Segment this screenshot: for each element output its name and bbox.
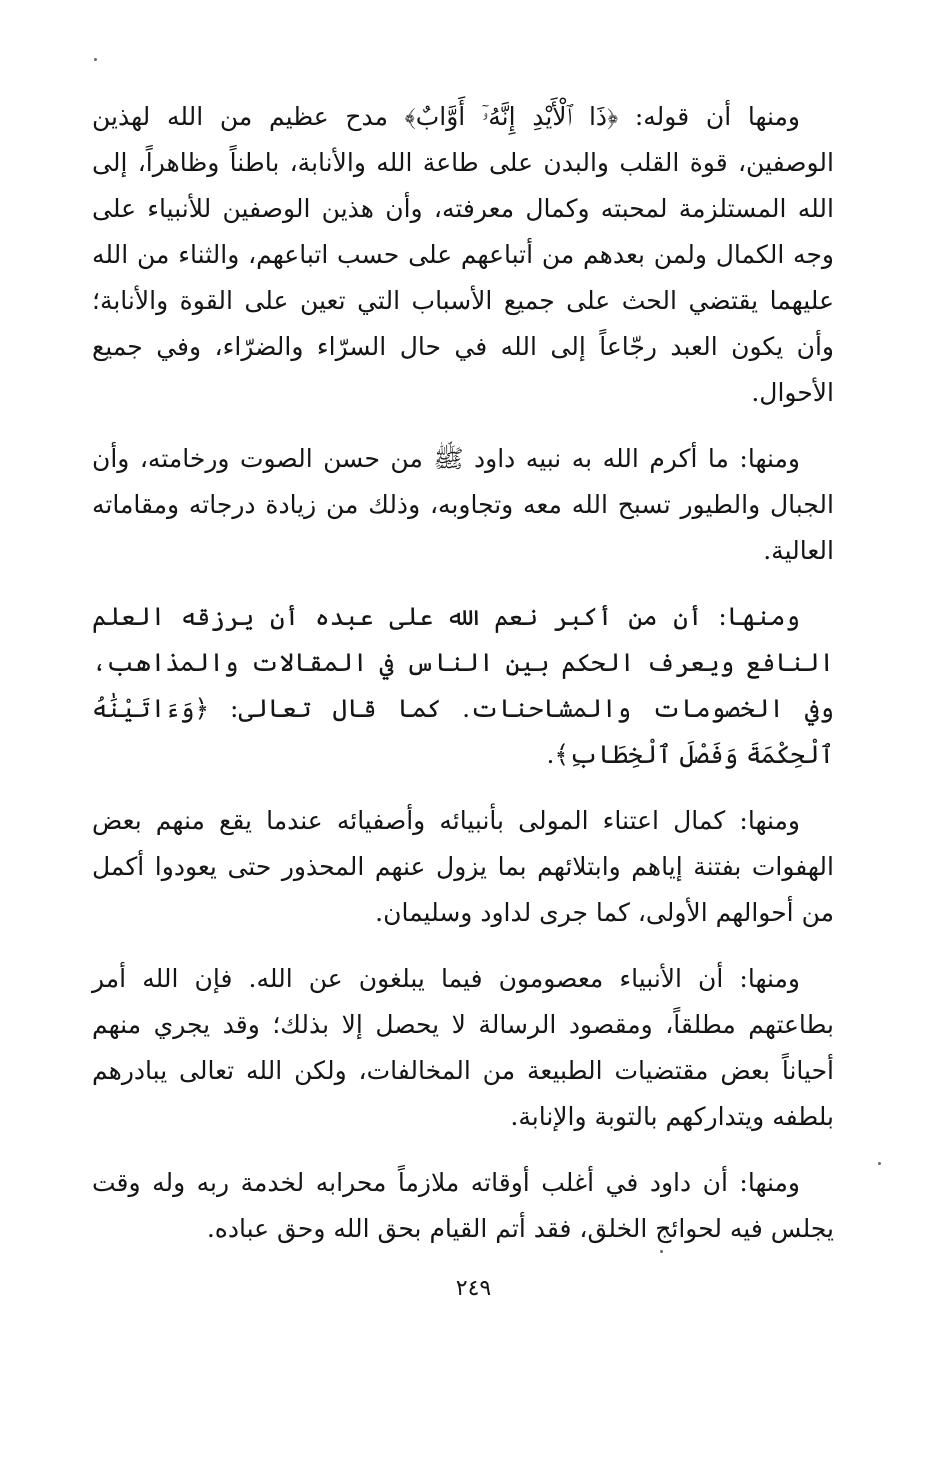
paragraph-2: ومنها: ما أكرم الله به نبيه داود ﷺ من حسن الصوت ورخامته، وأن الجبال والطيور تسبح الله معه وتجاوبه، وذلك من زيادة درجاته ومقاماته العالية. — [92, 444, 834, 565]
paragraph-5: ومنها: أن الأنبياء معصومون فيما يبلغون عن الله. فإن الله أمر بطاعتهم مطلقاً، ومقصود الرسالة لا يحصل إلا بذلك؛ وقد يجري منهم أحياناً بعض مقتضيات الطبيعة من المخالفات، ولكن الله تعالى يبادرهم بلطفه ويتداركهم بالتوبة والإنابة. — [92, 964, 834, 1131]
scan-speck — [94, 58, 97, 61]
paragraph-3: ومنها: أن من أكبر نعم الله على عبده أن يرزقه العلم النافع ويعرف الحكم بين الناس في المقالات والمذاهب، وفي الخصومات والمشاحنات. كما قال تعالى: ﴿وَءَاتَيْنَٰهُ ٱلْحِكْمَةَ وَفَصْلَ ٱلْخِطَابِ﴾. — [92, 602, 834, 769]
scan-speck — [660, 1250, 663, 1253]
paragraph-6: ومنها: أن داود في أغلب أوقاته ملازماً محرابه لخدمة ربه وله وقت يجلس فيه لحوائج الخلق، فقد أتم القيام بحق الله وحق عباده. — [92, 1168, 834, 1243]
paragraph-4: ومنها: كمال اعتناء المولى بأنبيائه وأصفيائه عندما يقع منهم بعض الهفوات بفتنة إياهم وابتلائهم بما يزول عنهم المحذور حتى يعودوا أكمل من أحوالهم الأولى، كما جرى لداود وسليمان. — [92, 806, 834, 927]
scan-speck — [878, 1162, 881, 1165]
body-text — [92, 94, 834, 1252]
page-number: ٢٤٩ — [455, 1276, 492, 1301]
paragraph-1: ومنها أن قوله: ﴿ذَا ٱلْأَيْدِ إِنَّهُۥٓ أَوَّابٌ﴾ مدح عظيم من الله لهذين الوصفين، قوة القلب والبدن على طاعة الله والأنابة، باطناً وظاهراً، إلى الله المستلزمة لمحبته وكمال معرفته، وأن هذين الوصفين للأنبياء على وجه الكمال ولمن بعدهم من أتباعهم على حسب اتباعهم، والثناء من الله عليهما يقتضي الحث على جميع الأسباب التي تعين على القوة والأنابة؛ وأن يكون العبد رجّاعاً إلى الله في حال السرّاء والضرّاء، وفي جميع الأحوال. — [92, 102, 834, 407]
